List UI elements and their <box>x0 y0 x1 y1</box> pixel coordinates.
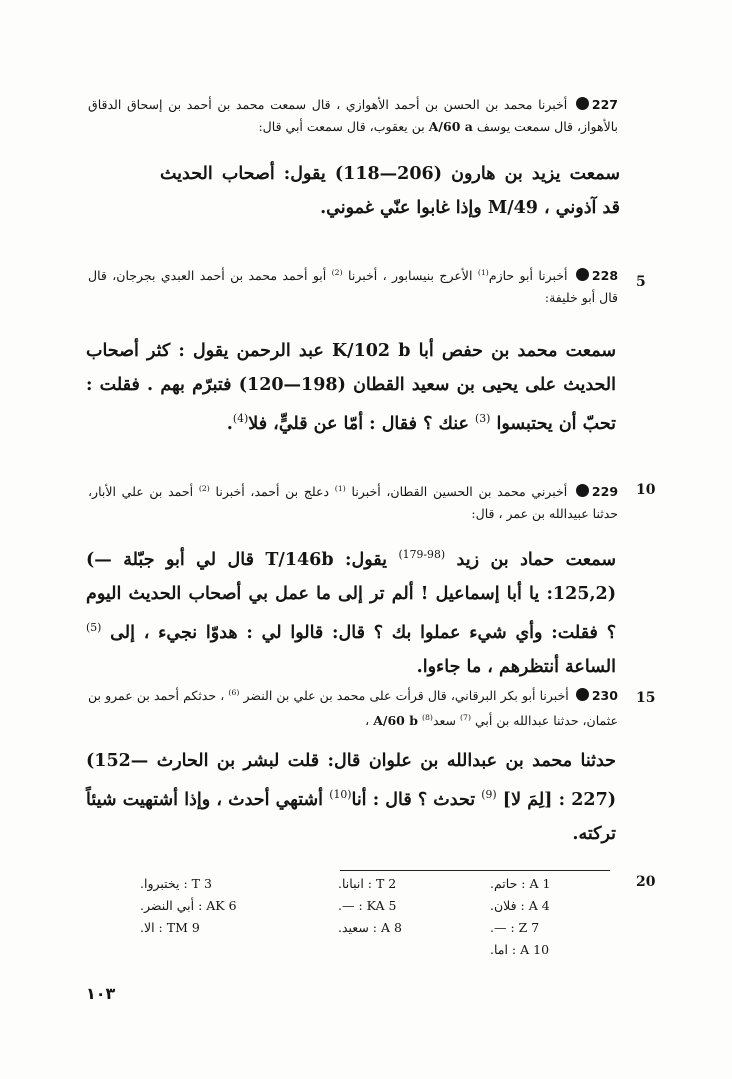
entry-number: 230 <box>591 688 618 704</box>
apparatus-note: A 10 : اما. <box>490 942 550 957</box>
manuscript-siglum: T/146b <box>265 549 334 570</box>
entry-230-matn: حدثنا محمد بن عبدالله بن علوان قال: قلت لبشر بن الحارث (152—227) : [لِمَ لا] $^{(9)}$ تحدث ؟ قال : أنا$^{(10)}$ أشتهي أحدث ، وإذا أشتهيت شيئاً تركته. <box>86 751 617 844</box>
entry-227-isnad: 227 أخبرنا محمد بن الحسن بن أحمد الأهوازي ، قال سمعت محمد بن أحمد بن إسحاق الدقاق بالأهواز، قال سمعت يوسف A/60 a بن يعقوب، قال سمعت أبي قال: <box>88 97 618 134</box>
apparatus-note: A 1 : حاتم. <box>490 876 551 891</box>
apparatus-note: T 2 : انبانا. <box>338 876 397 891</box>
apparatus-note: Z 7 : —. <box>490 920 540 935</box>
dates: (120—198) <box>238 375 346 395</box>
manuscript-siglum: M/49 <box>487 198 538 218</box>
bullet-icon <box>576 688 589 701</box>
apparatus-note: A 4 : فلان. <box>490 898 550 913</box>
apparatus-note: A 8 : سعيد. <box>338 920 402 935</box>
bullet-icon <box>576 484 589 497</box>
entry-227-matn: سمعت يزيد بن هارون (118—206) يقول: أصحاب الحديث قد آذوني ، M/49 وإذا غابوا عنّي غموني. <box>160 164 620 218</box>
line-number: 20 <box>636 874 656 890</box>
apparatus-divider <box>340 870 610 871</box>
apparatus-note: KA 5 : —. <box>338 898 397 913</box>
apparatus-note: AK 6 : أبي النضر. <box>140 898 237 913</box>
apparatus-note: TM 9 : الا. <box>140 920 200 935</box>
entry-230-isnad: 230 أخبرنا أبو بكر البرقاني، قال قرأت على محمد بن علي بن النضر $^{(6)}$ ، حدثكم أحمد بن عمرو بن عثمان، حدثنا عبدالله بن أبي $^{(7)}$ سعد$^{(8)}$ A/60 b ، <box>88 688 618 729</box>
line-number: 5 <box>636 274 646 290</box>
entry-228-matn: سمعت محمد بن حفص أبا K/102 b عبد الرحمن يقول : كثر أصحاب الحديث على يحيى بن سعيد القطان (120—198) فتبرّم بهم . فقلت : تحبّ أن يحتبسوا $^{(3)}$ عنك ؟ فقال : أمّا عن قليٍّ، فلا$^{(4)}$. <box>86 341 617 434</box>
entry-229-isnad: 229 أخبرني محمد بن الحسين القطان، أخبرنا $^{(1)}$ دعلج بن أحمد، أخبرنا $^{(2)}$ أحمد بن علي الأبار، حدثنا عبيدالله بن عمر ، قال: <box>88 484 619 522</box>
line-number: 15 <box>636 690 656 706</box>
dates: (179-98) <box>398 548 446 561</box>
entry-number: 229 <box>591 484 619 500</box>
page-number: ١٠٣ <box>86 984 116 1003</box>
entry-228-isnad: 228 أخبرنا أبو حازم$^{(1)}$ الأعرج بنيسابور ، أخبرنا $^{(2)}$ أبو أحمد محمد بن أحمد العبدي بجرجان، قال قال أبو خليفة: <box>88 268 619 306</box>
bullet-icon <box>576 268 589 281</box>
dates: (118—206) <box>334 164 442 184</box>
line-number: 10 <box>636 482 656 498</box>
entry-229-matn: سمعت حماد بن زيد $^{(179-98)}$ يقول: T/146b قال لي أبو جبّلة (—125,2): يا أبا إسماعيل ! ألم تر إلى ما عمل بي أصحاب الحديث اليوم ؟ فقلت: وأي شيء عملوا بك ؟ قال: قالوا لي : هدوّا نجيء ، إلى $^{(5)}$ الساعة أنتظرهم ، ما جاءوا. <box>86 548 617 677</box>
entry-number: 228 <box>591 268 619 284</box>
manuscript-siglum: A/60 a <box>428 119 473 134</box>
manuscript-siglum: K/102 b <box>331 341 411 361</box>
apparatus-note: T 3 : يختبروا. <box>140 876 212 891</box>
dates: (152—227) <box>86 751 617 810</box>
entry-number: 227 <box>591 97 618 112</box>
manuscript-siglum: A/60 b <box>373 713 418 729</box>
dates: (—125,2) <box>86 549 617 604</box>
bullet-icon <box>576 97 589 110</box>
